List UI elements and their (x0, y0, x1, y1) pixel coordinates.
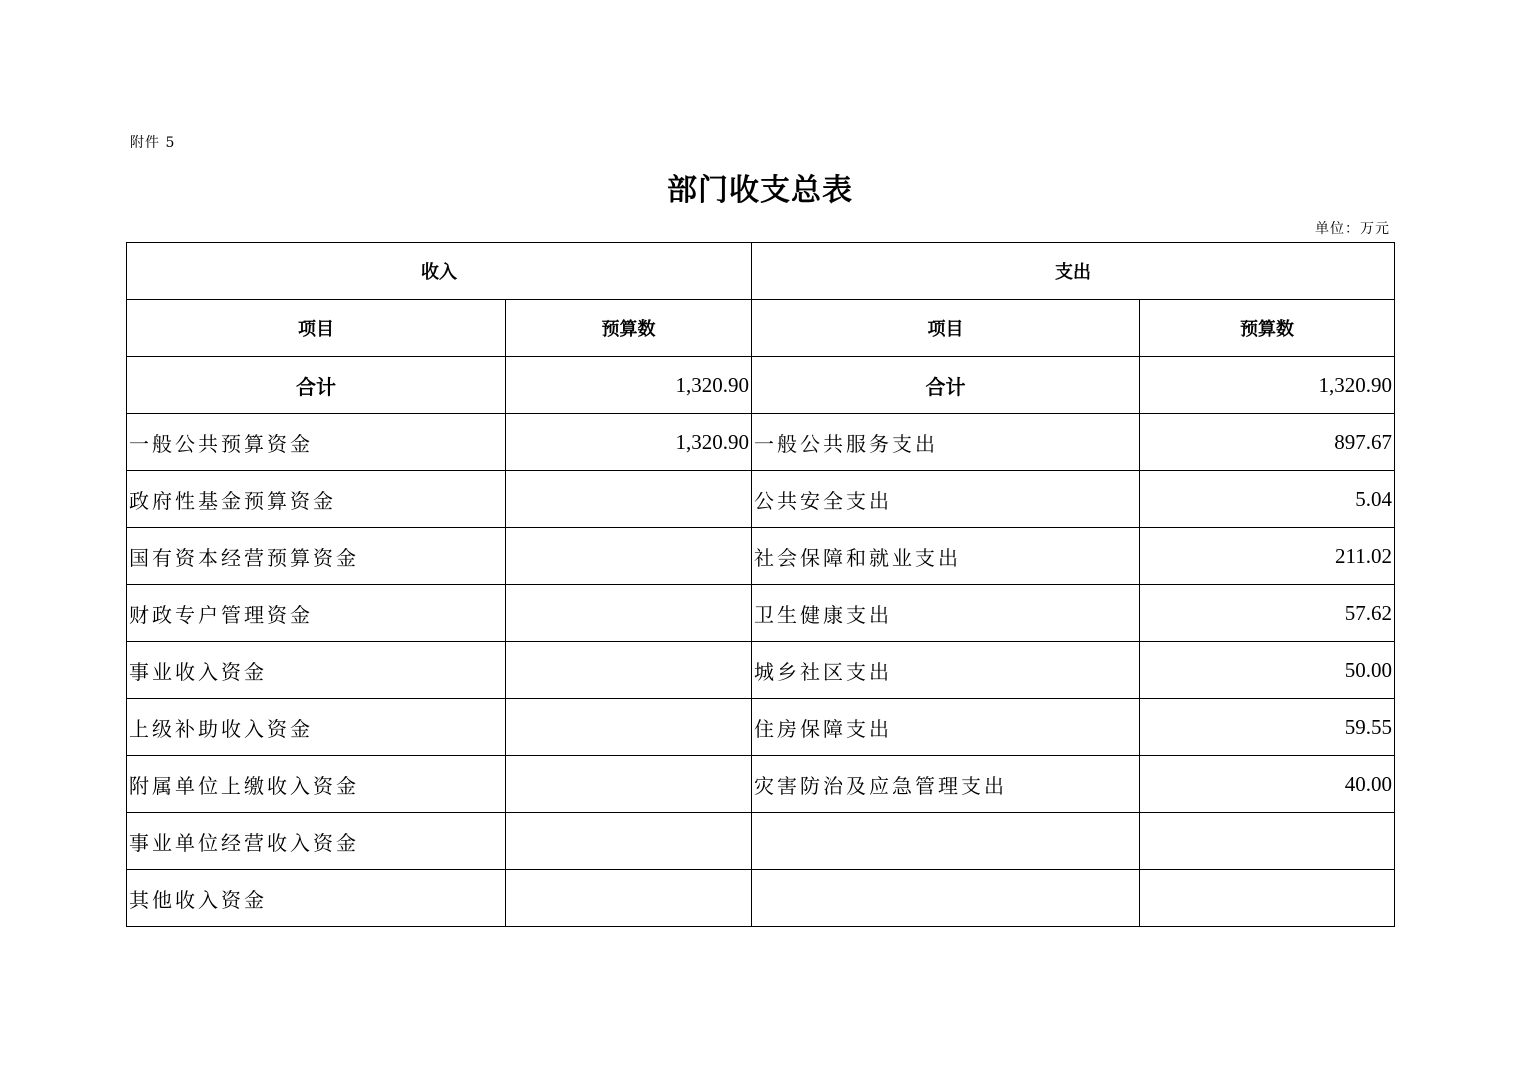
expense-item: 社会保障和就业支出 (752, 528, 1140, 585)
expense-value: 40.00 (1140, 756, 1395, 813)
income-budget-column-header: 预算数 (506, 300, 752, 357)
income-value (506, 813, 752, 870)
income-item: 事业单位经营收入资金 (127, 813, 506, 870)
table-row (127, 528, 1395, 585)
expense-value: 897.67 (1140, 414, 1395, 471)
expense-value: 59.55 (1140, 699, 1395, 756)
expense-item-column-header: 项目 (752, 300, 1140, 357)
expense-item: 卫生健康支出 (752, 585, 1140, 642)
expense-value: 50.00 (1140, 642, 1395, 699)
expense-value (1140, 870, 1395, 927)
income-item-column-header: 项目 (127, 300, 506, 357)
income-item: 财政专户管理资金 (127, 585, 506, 642)
expense-item (752, 870, 1140, 927)
expense-item: 公共安全支出 (752, 471, 1140, 528)
income-value (506, 585, 752, 642)
page-title: 部门收支总表 (667, 173, 853, 208)
expense-total-label: 合计 (752, 357, 1140, 414)
expense-item (752, 813, 1140, 870)
expense-value: 211.02 (1140, 528, 1395, 585)
expense-value: 57.62 (1140, 585, 1395, 642)
budget-summary-table (126, 242, 1395, 927)
income-value (506, 528, 752, 585)
table-row (127, 642, 1395, 699)
expense-item: 城乡社区支出 (752, 642, 1140, 699)
expense-item: 灾害防治及应急管理支出 (752, 756, 1140, 813)
income-value (506, 756, 752, 813)
section-header-row (127, 243, 1395, 300)
income-item: 事业收入资金 (127, 642, 506, 699)
table-row (127, 414, 1395, 471)
income-value (506, 642, 752, 699)
income-item: 政府性基金预算资金 (127, 471, 506, 528)
expense-value (1140, 813, 1395, 870)
expense-value: 5.04 (1140, 471, 1395, 528)
unit-label: 单位：万元 (1315, 221, 1390, 237)
income-value (506, 870, 752, 927)
income-total-label: 合计 (127, 357, 506, 414)
income-item: 国有资本经营预算资金 (127, 528, 506, 585)
expense-section-header: 支出 (752, 243, 1395, 300)
table-row (127, 699, 1395, 756)
table-body (127, 243, 1395, 927)
table-row (127, 870, 1395, 927)
income-section-header: 收入 (127, 243, 752, 300)
expense-item: 住房保障支出 (752, 699, 1140, 756)
expense-total-value: 1,320.90 (1140, 357, 1395, 414)
income-item: 一般公共预算资金 (127, 414, 506, 471)
income-value: 1,320.90 (506, 414, 752, 471)
table-row (127, 585, 1395, 642)
income-value (506, 471, 752, 528)
income-item: 上级补助收入资金 (127, 699, 506, 756)
column-header-row (127, 300, 1395, 357)
expense-budget-column-header: 预算数 (1140, 300, 1395, 357)
total-row (127, 357, 1395, 414)
table-row (127, 756, 1395, 813)
table-row (127, 813, 1395, 870)
expense-item: 一般公共服务支出 (752, 414, 1140, 471)
table-row (127, 471, 1395, 528)
attachment-label: 附件 5 (130, 135, 176, 151)
income-item: 附属单位上缴收入资金 (127, 756, 506, 813)
income-value (506, 699, 752, 756)
income-total-value: 1,320.90 (506, 357, 752, 414)
income-item: 其他收入资金 (127, 870, 506, 927)
